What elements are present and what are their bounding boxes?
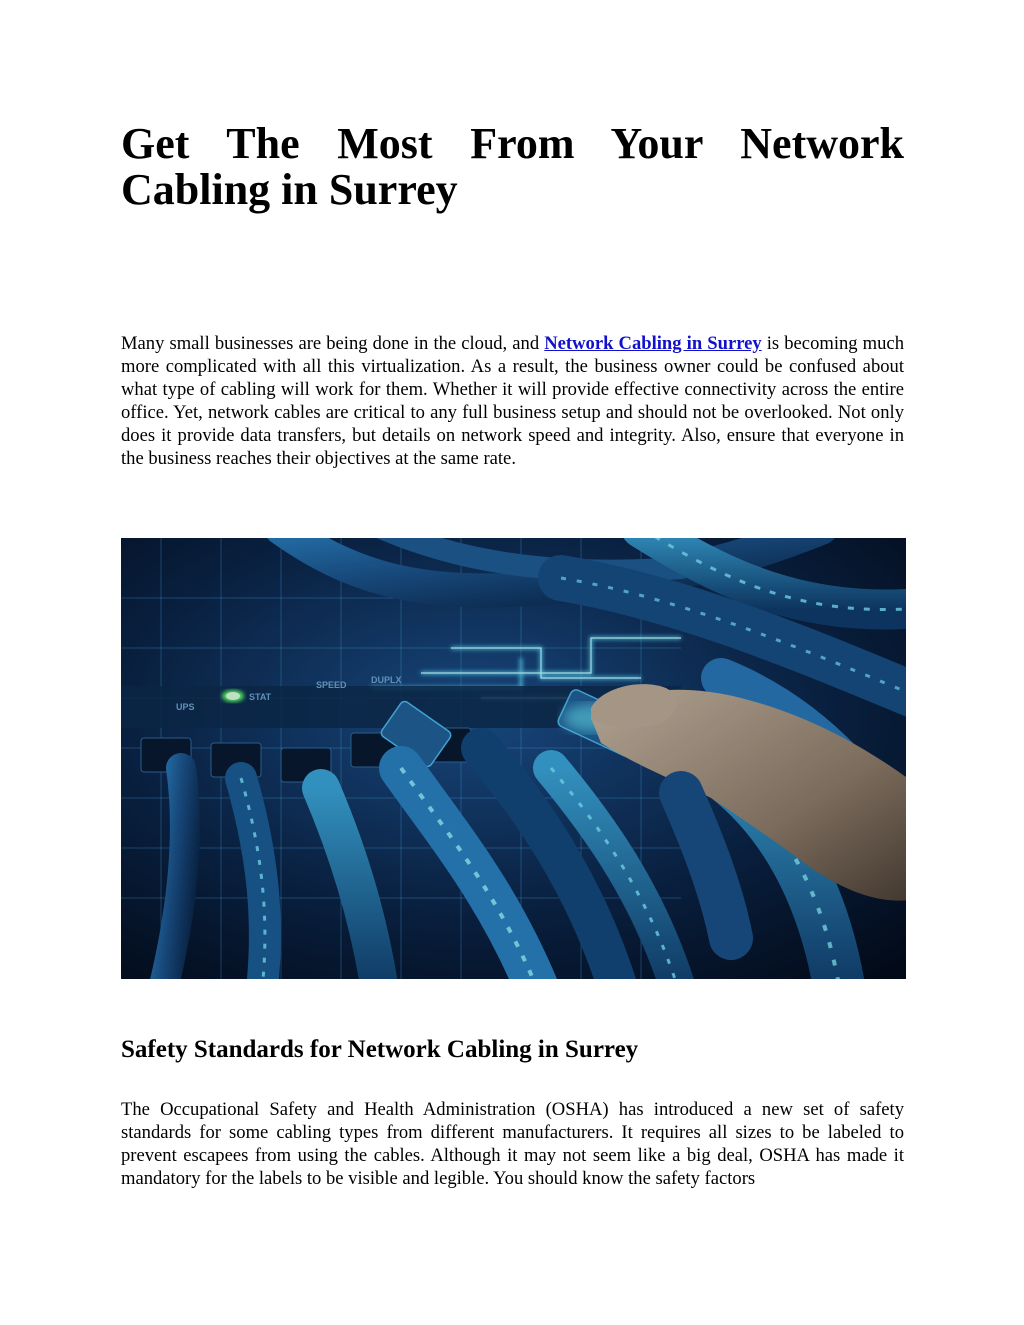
panel-label-stat: STAT [249, 692, 272, 702]
panel-label-duplx: DUPLX [371, 675, 402, 685]
panel-label-ups: UPS [176, 702, 195, 712]
page-title-line-2: Cabling in Surrey [121, 165, 458, 214]
network-cables-photo [121, 538, 906, 979]
intro-text-before-link: Many small businesses are being done in the cloud, and [121, 333, 545, 354]
panel-label-speed: SPEED [316, 680, 347, 690]
page-title [121, 121, 904, 213]
section-heading: Safety Standards for Network Cabling in Surrey [121, 1036, 639, 1063]
page-title-line-1: Get The Most From Your Network [121, 119, 904, 168]
network-cabling-surrey-link[interactable]: Network Cabling in Surrey [544, 333, 762, 354]
network-cables-illustration [121, 538, 906, 979]
section-paragraph: The Occupational Safety and Health Administration (OSHA) has introduced a new set of safety standards for some cabling types from different manufacturers. It requires all sizes to be labeled to prevent escapees from using the cables. Although it may not seem like a big deal, OSHA has made it mandatory for the labels to be visible and legible. You should know the safety factors [121, 1099, 904, 1190]
intro-text-after-link: is becoming much more complicated with all this virtualization. As a result, the business owner could be confused about what type of cabling will work for them. Whether it will provide effective connectivity across the entire office. Yet, network cables are critical to any full business setup and should not be overlooked. Not only does it provide data transfers, but details on network speed and integrity. Also, ensure that everyone in the business reaches their objectives at the same rate. [121, 333, 904, 470]
intro-paragraph [121, 332, 904, 471]
